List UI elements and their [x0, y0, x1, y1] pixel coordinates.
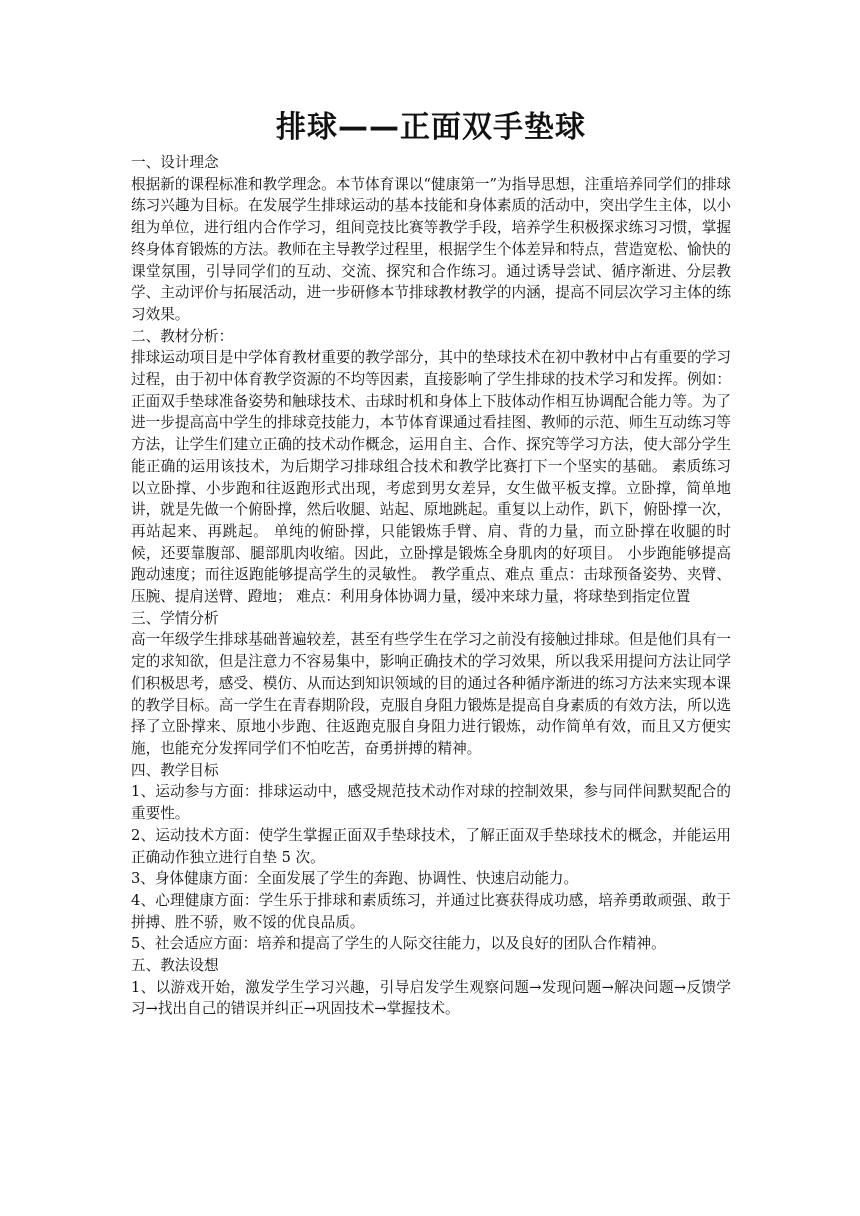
objective-item: 5、社会适应方面：培养和提高了学生的人际交往能力，以及良好的团队合作精神。	[131, 935, 666, 953]
method-item: 1、以游戏开始，激发学生学习兴趣，引导启发学生观察问题→发现问题→解决问题→反馈学习→找出自己的错误并纠正→巩固技术→掌握技术。	[131, 978, 731, 1018]
section-heading: 一、设计理念	[131, 154, 219, 171]
section-paragraph: 根据新的课程标准和教学理念。本节体育课以“健康第一”为指导思想，注重培养同学们的排球练习兴趣为目标。在发展学生排球运动的基本技能和身体素质的活动中，突出学生主体，以小组为单位，进行组内合作学习，组间竞技比赛等教学手段，培养学生积极探求练习习惯，掌握终身体育锻炼的方法。教师在主导教学过程里，根据学生个体差异和特点，营造宽松、愉快的课堂氛围，引导同学们的互动、交流、探究和合作练习。通过诱导尝试、循序渐进、分层教学、主动评价与拓展活动，进一步研修本节排球教材教学的内涵，提高不同层次学习主体的练习效果。	[131, 175, 731, 323]
objective-item: 1、运动参与方面：排球运动中，感受规范技术动作对球的控制效果，参与同伴间默契配合的重要性。	[131, 783, 731, 823]
section-teaching-method	[131, 955, 731, 1020]
section-paragraph: 排球运动项目是中学体育教材重要的教学部分，其中的垫球技术在初中教材中占有重要的学习过程，由于初中体育教学资源的不均等因素，直接影响了学生排球的技术学习和发挥。例如：正面双手垫球准备姿势和触球技术、击球时机和身体上下肢体动作相互协调配合能力等。为了进一步提高高中学生的排球竞技能力，本节体育课通过看挂图、教师的示范、师生互动练习等方法，让学生们建立正确的技术动作概念，运用自主、合作、探究等学习方法，使大部分学生能正确的运用该技术，为后期学习排球组合技术和教学比赛打下一个坚实的基础。 素质练习以立卧撑、小步跑和往返跑形式出现，考虑到男女差异，女生做平板支撑。立卧撑，简单地讲，就是先做一个俯卧撑，然后收腿、站起、原地跳起。重复以上动作，趴下，俯卧撑一次，再站起来、再跳起。 单纯的俯卧撑，只能锻炼手臂、肩、背的力量，而立卧撑在收腿的时候，还要靠腹部、腿部肌肉收缩。因此，立卧撑是锻炼全身肌肉的好项目。 小步跑能够提高跑动速度；而往返跑能够提高学生的灵敏性。 教学重点、难点 重点：击球预备姿势、夹臂、压腕、提肩送臂、蹬地； 难点：利用身体协调力量，缓冲来球力量，将球垫到指定位置	[131, 349, 731, 606]
section-heading: 三、学情分析	[131, 609, 219, 627]
section-heading: 二、教材分析：	[131, 327, 234, 345]
document-title: 排球——正面双手垫球	[276, 110, 586, 145]
section-paragraph: 高一年级学生排球基础普遍较差，甚至有些学生在学习之前没有接触过排球。但是他们具有一定的求知欲，但是注意力不容易集中，影响正确技术的学习效果，所以我采用提问方法让同学们积极思考，感受、模仿、从而达到知识领域的目的通过各种循序渐进的练习方法来实现本课的教学目标。高一学生在青春期阶段，克服自身阻力锻炼是提高自身素质的有效方法，所以选择了立卧撑来、原地小步跑、往返跑克服自身阻力进行锻炼，动作简单有效，而且又方便实施，也能充分发挥同学们不怕吃苦，奋勇拼搏的精神。	[131, 631, 731, 757]
objective-item: 3、身体健康方面：全面发展了学生的奔跑、协调性、快速启动能力。	[131, 870, 579, 888]
section-heading: 五、教法设想	[131, 957, 219, 975]
section-heading: 四、教学目标	[131, 761, 219, 779]
objective-item: 4、心理健康方面：学生乐于排球和素质练习，并通过比赛获得成功感，培养勇敢顽强、敢于拼搏、胜不骄，败不馁的优良品质。	[131, 891, 731, 931]
section-teaching-objectives	[131, 760, 731, 955]
section-student-analysis	[131, 608, 731, 760]
section-design-concept	[131, 152, 731, 326]
objective-item: 2、运动技术方面：使学生掌握正面双手垫球技术，了解正面双手垫球技术的概念，并能运用正确动作独立进行自垫 5 次。	[131, 826, 731, 866]
document-page	[131, 104, 731, 1020]
section-material-analysis	[131, 326, 731, 608]
